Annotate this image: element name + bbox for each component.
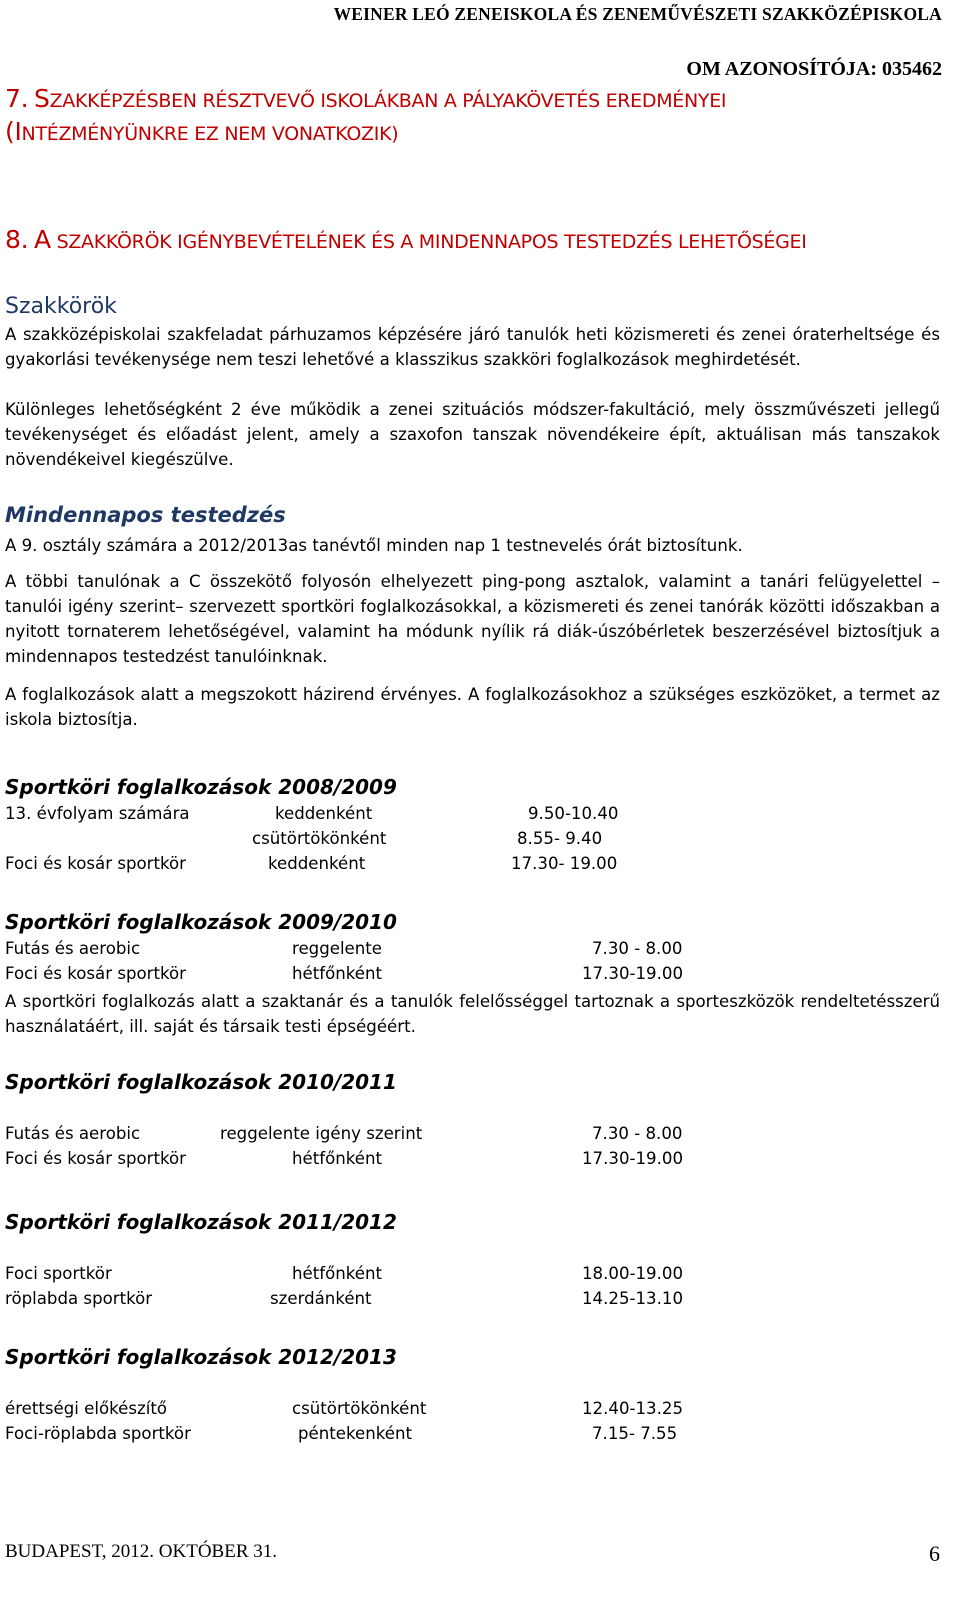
sport-2008-row-2-time: 8.55- 9.40 (517, 829, 603, 848)
sport-2011-row-2-time: 14.25-13.10 (582, 1289, 683, 1308)
sport-2012-heading: Sportköri foglalkozások 2012/2013 (5, 1345, 397, 1369)
sport-2010-row-2-time: 17.30-19.00 (582, 1149, 683, 1168)
page-number: 6 (929, 1541, 940, 1566)
sport-2011-row-1-time: 18.00-19.00 (582, 1264, 683, 1283)
sport-2009-row-2-day: hétfőnként (292, 964, 382, 983)
szakkorok-paragraph-1: A szakközépiskolai szakfeladat párhuzamos képzésére járó tanulók heti közismereti és zenei óraterheltsége és gyakorlási tevékenysége nem teszi lehetővé a klasszikus szakköri foglalkozások meghirdetését. (5, 325, 940, 369)
sport-2011-row-1-day: hétfőnként (292, 1264, 382, 1283)
section-7-title-rest: ZAKKÉPZÉSBEN RÉSZTVEVŐ ISKOLÁKBAN A PÁLYAKÖVETÉS EREDMÉNYEI (49, 90, 727, 112)
sport-2009-row-1-name: Futás és aerobic (5, 939, 141, 958)
sport-2011-row-1-name: Foci sportkör (5, 1264, 112, 1283)
testedzes-paragraph-3: A foglalkozások alatt a megszokott házirend érvényes. A foglalkozásokhoz a szükséges eszközöket, a termet az iskola biztosítja. (5, 685, 940, 729)
sport-2011-heading: Sportköri foglalkozások 2011/2012 (5, 1210, 397, 1234)
sport-2009-row-2-name: Foci és kosár sportkör (5, 964, 186, 983)
sport-2010-row-1-name: Futás és aerobic (5, 1124, 141, 1143)
sport-2008-row-3-day: keddenként (268, 854, 366, 873)
sport-2012-row-2-time: 7.15- 7.55 (592, 1424, 678, 1443)
szakkorok-heading: Szakkörök (5, 294, 117, 319)
sport-2008-row-3-time: 17.30- 19.00 (511, 854, 618, 873)
sport-2012-row-2-name: Foci-röplabda sportkör (5, 1424, 191, 1443)
sport-2009-row-1-day: reggelente (292, 939, 382, 958)
section-8-number: 8. (5, 225, 29, 254)
testedzes-paragraph-1: A 9. osztály számára a 2012/2013as tanévtől minden nap 1 testnevelés órát biztosítunk. (5, 536, 743, 555)
sport-2009-heading: Sportköri foglalkozások 2009/2010 (5, 910, 397, 934)
section-8-cap: A (34, 225, 51, 254)
sport-2008-heading: Sportköri foglalkozások 2008/2009 (5, 775, 397, 799)
section-7-subtitle-rest: NTÉZMÉNYÜNKRE EZ NEM VONATKOZIK) (21, 123, 399, 145)
section-8-title (5, 225, 807, 254)
szakkorok-paragraph-2: Különleges lehetőségként 2 éve működik a zenei szituációs módszer-fakultáció, mely összművészeti jellegű tevékenységet és előadást jelent, amely a szaxofon tanszak növendékeire épít, aktuálisan más tanszakok növendékeivel kiegészülve. (5, 400, 940, 469)
sport-2010-row-2-day: hétfőnként (292, 1149, 382, 1168)
sport-2009-row-2-time: 17.30-19.00 (582, 964, 683, 983)
sport-2010-row-1-time: 7.30 - 8.00 (592, 1124, 683, 1143)
sport-2009-note: A sportköri foglalkozás alatt a szaktanár és a tanulók felelősséggel tartoznak a sporteszközök rendeltetésszerű használatáért, ill. saját és társaik testi épségéért. (5, 992, 940, 1036)
sport-2012-row-1-day: csütörtökönként (292, 1399, 427, 1418)
sport-2008-row-1-day: keddenként (275, 804, 373, 823)
sport-2012-row-1-name: érettségi előkészítő (5, 1399, 167, 1418)
sport-2009-row-1-time: 7.30 - 8.00 (592, 939, 683, 958)
section-7-number: 7. (5, 84, 29, 113)
sport-2011-row-2-name: röplabda sportkör (5, 1289, 153, 1308)
section-7-title (5, 84, 726, 113)
sport-2010-row-2-name: Foci és kosár sportkör (5, 1149, 186, 1168)
section-7-cap: S (34, 84, 50, 113)
sport-2010-row-1-day: reggelente igény szerint (220, 1124, 423, 1143)
sport-2012-row-2-day: péntekenként (298, 1424, 412, 1443)
sport-2008-row-1-name: 13. évfolyam számára (5, 804, 190, 823)
sport-2011-row-2-day: szerdánként (270, 1289, 372, 1308)
sport-2008-row-2-day: csütörtökönként (252, 829, 387, 848)
sport-2012-row-1-time: 12.40-13.25 (582, 1399, 683, 1418)
section-7-subtitle (5, 117, 398, 146)
testedzes-paragraph-2: A többi tanulónak a C összekötő folyosón elhelyezett ping-pong asztalok, valamint a tanári felügyelettel –tanulói igény szerint– szervezett sportköri foglalkozásokkal, a közismereti és zenei tanórák közötti időszakban a nyitott tornaterem lehetőségével, valamint ha módunk nyílik rá diák-úszóbérletek beszerzésével biztosítjuk a mindennapos testedzést tanulóinknak. (5, 572, 940, 666)
sport-2008-row-1-time: 9.50-10.40 (528, 804, 619, 823)
sport-2008-row-3-name: Foci és kosár sportkör (5, 854, 186, 873)
sport-2010-heading: Sportköri foglalkozások 2010/2011 (5, 1070, 397, 1094)
school-name-header: WEINER LEÓ ZENEISKOLA ÉS ZENEMŰVÉSZETI SZAKKÖZÉPISKOLA (333, 4, 942, 24)
section-8-title-rest: SZAKKÖRÖK IGÉNYBEVÉTELÉNEK ÉS A MINDENNAPOS TESTEDZÉS LEHETŐSÉGEI (56, 231, 807, 253)
section-7-subtitle-open: (I (5, 117, 22, 146)
footer-place-date: BUDAPEST, 2012. OKTÓBER 31. (5, 1541, 277, 1562)
testedzes-heading: Mindennapos testedzés (5, 503, 286, 527)
om-identifier: OM AZONOSÍTÓJA: 035462 (686, 58, 942, 80)
